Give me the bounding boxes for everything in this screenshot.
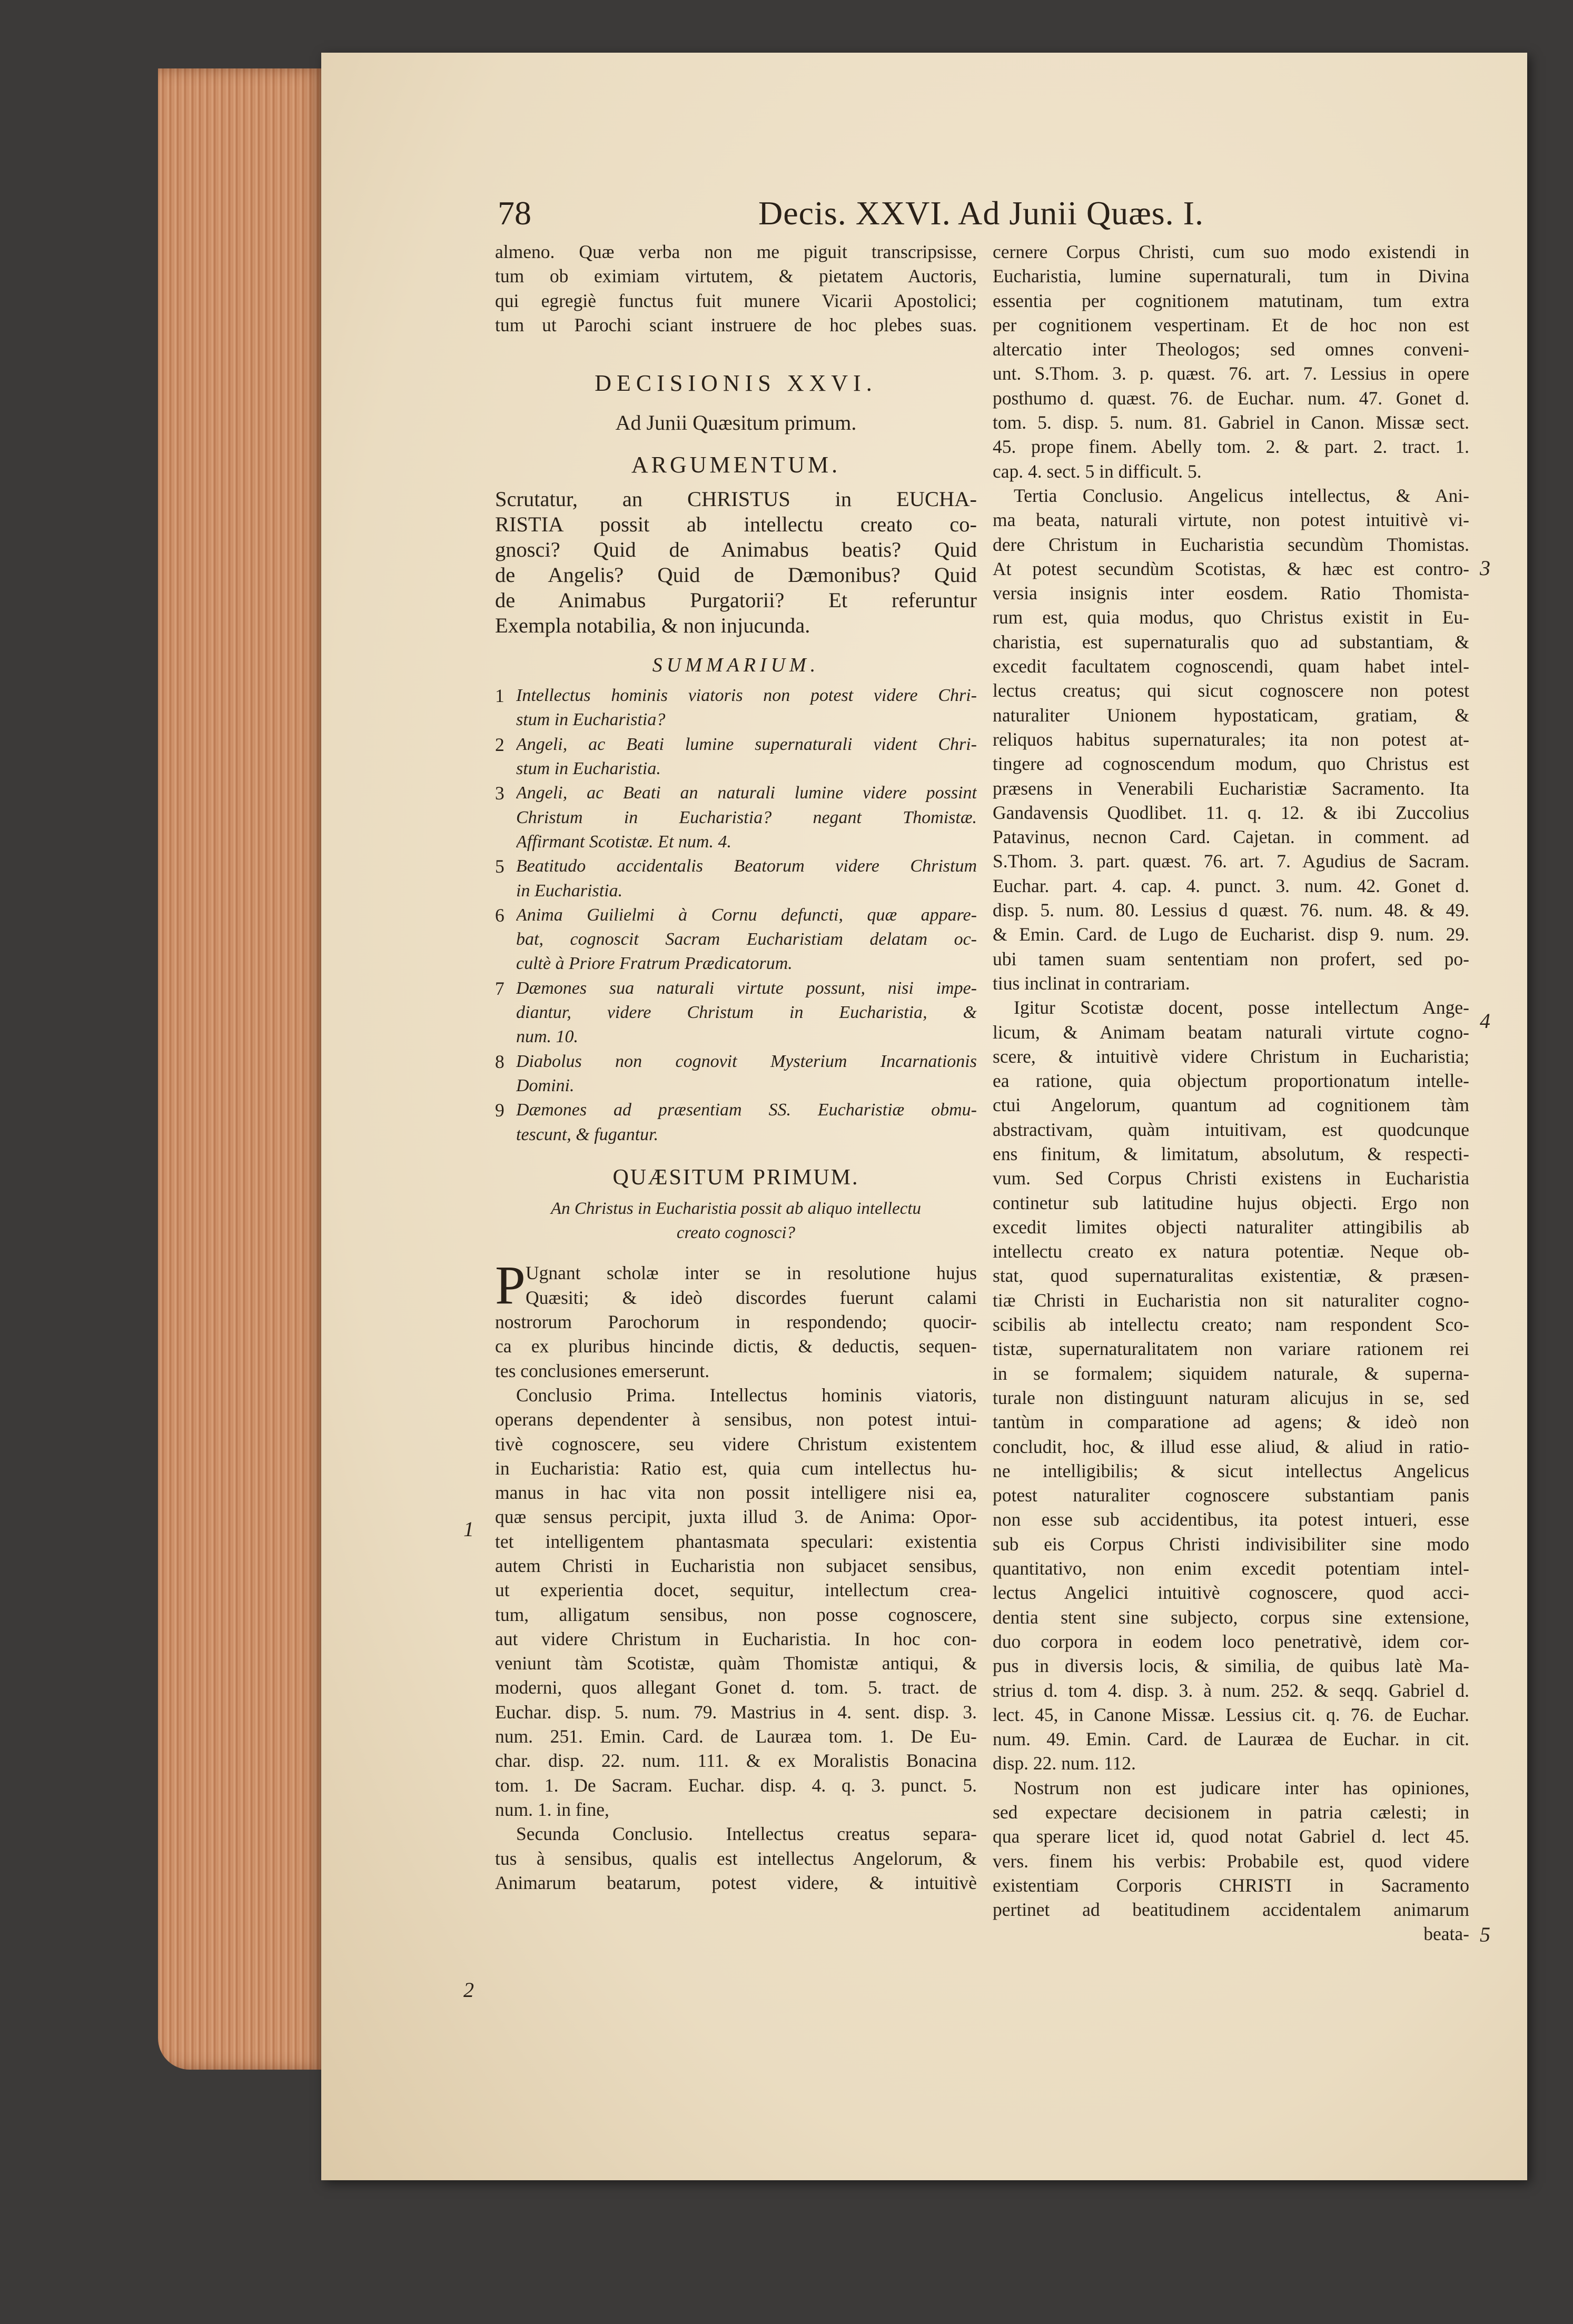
text-line: tes conclusiones emerserunt.	[495, 1360, 710, 1381]
text-line: tet intelligentem phantasmata speculari: existentia	[495, 1530, 977, 1552]
text-line: ubi tamen suam sententiam non profert, sed po-	[993, 948, 1469, 970]
left-column	[495, 240, 977, 1895]
text-line: autem Christi in Eucharistia non subjacet sensibus,	[495, 1555, 977, 1576]
text-line: pus in diversis locis, & similia, de quibus latè Ma-	[993, 1655, 1469, 1677]
text-line: bat, cognoscit Sacram Eucharistiam delatam oc-	[516, 929, 977, 950]
summary-number: 6	[495, 904, 504, 926]
text-line: continetur sub latitudine hujus objecti. Ergo non	[993, 1192, 1469, 1213]
text-line: in Eucharistia: Ratio est, quia cum intellectus hu-	[495, 1457, 977, 1479]
text-line: S.Thom. 3. part. quæst. 76. art. 7. Agudius de Sacram.	[993, 851, 1469, 872]
argument-text	[495, 487, 977, 638]
text-line: disp. 5. num. 80. Lessius d quæst. 76. num. 48. & 49.	[993, 899, 1469, 921]
text-line: quæ sensus percipit, juxta illud 3. de Anima: Opor-	[495, 1506, 977, 1528]
text-line: in Eucharistia.	[516, 881, 623, 901]
text-line: quantitativo, non enim excedit potentiam intel-	[993, 1558, 1469, 1579]
page-header	[498, 190, 1261, 237]
text-line: potest naturaliter cognoscere substantiam panis	[993, 1485, 1469, 1506]
text-line: existentiam Corporis CHRISTI in Sacramento	[993, 1874, 1469, 1896]
text-line: tingere ad cognoscendum modum, quo Christus est	[993, 753, 1469, 775]
text-line: Dæmones ad præsentiam SS. Eucharistiæ obmu-	[516, 1100, 977, 1120]
summary-number: 1	[495, 685, 504, 707]
summary-item	[495, 1050, 977, 1099]
text-line: Igitur Scotistæ docent, posse intellectum Ange-	[1014, 997, 1469, 1018]
summary-heading: SUMMARIUM.	[652, 654, 820, 677]
book-page-edges	[158, 68, 327, 2070]
text-line: ens finitum, & limitatum, absolutum, & respecti-	[993, 1143, 1469, 1164]
text-line: altercatio inter Theologos; sed omnes conveni-	[993, 339, 1469, 360]
text-line: intellectu creato ex natura potentiæ. Neque ob-	[993, 1241, 1469, 1262]
summary-list	[495, 684, 977, 1147]
text-line: disp. 22. num. 112.	[993, 1753, 1136, 1774]
text-line: Quæsiti; & ideò discordes fuerunt calami	[526, 1287, 977, 1308]
text-line: licum, & Animam beatam naturali virtute cogno-	[993, 1021, 1469, 1043]
text-line: diantur, videre Christum in Eucharistia, &	[516, 1003, 977, 1023]
text-line: Angeli, ac Beati lumine supernaturali vident Chri-	[516, 734, 977, 754]
text-line: Domini.	[516, 1075, 575, 1095]
text-line: lectus creatus; qui sicut cognoscere non potest	[993, 680, 1469, 701]
decision-subheading: Ad Junii Quæsitum primum.	[615, 411, 857, 435]
text-line: de Angelis? Quid de Dæmonibus? Quid	[495, 563, 977, 587]
text-line: Affirmant Scotistæ. Et num. 4.	[516, 832, 731, 852]
text-line: num. 49. Emin. Card. de Lauræa de Euchar. in cit.	[993, 1728, 1469, 1750]
text-line: gnosci? Quid de Animabus beatis? Quid	[495, 538, 977, 562]
text-line: de Animabus Purgatorii? Et referuntur	[495, 588, 977, 612]
text-line: stum in Eucharistia?	[516, 710, 666, 730]
text-line: qui egregiè functus fuit munere Vicarii Apostolici;	[495, 290, 977, 311]
text-line: ctui Angelorum, quantum ad cognitionem tàm	[993, 1094, 1469, 1116]
text-line: Tertia Conclusio. Angelicus intellectus, & Ani-	[1014, 484, 1469, 506]
text-line: abstractivam, quàm intuitivam, est quodcunque	[993, 1119, 1469, 1140]
margin-number: 1	[463, 1517, 474, 1541]
text-line: An Christus in Eucharistia possit ab aliquo intellectu	[550, 1199, 922, 1218]
decision-heading: DECISIONIS XXVI.	[595, 370, 877, 397]
summary-item	[495, 733, 977, 782]
intro-paragraph	[495, 240, 977, 337]
summary-number: 7	[495, 977, 504, 999]
text-line: almeno. Quæ verba non me piguit transcripsisse,	[495, 241, 977, 262]
text-line: Gandavensis Quodlibet. 11. q. 12. & ibi Zuccolius	[993, 802, 1469, 823]
text-line: in se formalem; siquidem naturale, & superna-	[993, 1362, 1469, 1384]
text-line: tum, alligatum sensibus, non posse cognoscere,	[495, 1604, 977, 1625]
text-line: nostrorum Parochorum in respondendo; quocir-	[495, 1311, 977, 1333]
text-line: cap. 4. sect. 5 in difficult. 5.	[993, 460, 1202, 482]
text-line: scibilis ab intellectu creato; nam respondent Sco-	[993, 1314, 1469, 1336]
text-line: creato cognosci?	[676, 1223, 796, 1243]
summary-item	[495, 1098, 977, 1147]
text-line: Euchar. part. 4. cap. 4. punct. 3. num. 42. Gonet d.	[993, 875, 1469, 896]
text-line: rum est, quia modus, quo Christus existit in Eu-	[993, 607, 1469, 628]
text-line: charistia, est supernaturalis quo ad substantiam, &	[993, 631, 1469, 652]
text-line: tum ob eximiam virtutem, & pietatem Auctoris,	[495, 265, 977, 287]
margin-number: 3	[1480, 556, 1490, 580]
margin-number: 5	[1480, 1923, 1490, 1946]
text-line: per cognitionem vespertinam. Et de hoc non est	[993, 314, 1469, 335]
summary-number: 5	[495, 856, 504, 877]
margin-number: 4	[1480, 1009, 1490, 1033]
text-line: Nostrum non est judicare inter has opiniones,	[1014, 1777, 1469, 1798]
text-line: excedit facultatem cognoscendi, quam habet intel-	[993, 656, 1469, 677]
text-line: essentia per cognitionem matutinam, tum extra	[993, 290, 1469, 311]
page-number: 78	[498, 194, 531, 232]
text-line: versia insignis inter eosdem. Ratio Thomista-	[993, 582, 1469, 604]
text-line: Conclusio Prima. Intellectus hominis viatoris,	[516, 1384, 977, 1406]
text-line: tus à sensibus, qualis est intellectus Angelorum, &	[495, 1847, 977, 1869]
text-line: vum. Sed Corpus Christi existens in Eucharistia	[993, 1168, 1469, 1189]
text-line: Secunda Conclusio. Intellectus creatus separa-	[516, 1823, 977, 1845]
text-line: tius inclinat in contrariam.	[993, 972, 1190, 994]
summary-item	[495, 684, 977, 733]
text-line: sub eis Corpus Christi indivisibiliter sine modo	[993, 1533, 1469, 1555]
summary-item	[495, 781, 977, 854]
text-line: moderni, quos allegant Gonet d. tom. 5. tract. de	[495, 1677, 977, 1698]
text-line: & Emin. Card. de Lugo de Eucharist. disp 9. num. 29.	[993, 924, 1469, 945]
text-line: Dæmones sua naturali virtute possunt, nisi impe-	[516, 978, 977, 998]
text-line: Patavinus, necnon Card. Cajetan. in comment. ad	[993, 826, 1469, 848]
text-line: non esse sub accidentibus, ita potest intueri, esse	[993, 1509, 1469, 1530]
text-line: tescunt, & fugantur.	[516, 1124, 659, 1144]
text-line: tom. 5. disp. 5. num. 81. Gabriel in Canon. Missæ sect.	[993, 412, 1469, 433]
text-line: tum ut Parochi sciant instruere de hoc plebes suas.	[495, 314, 977, 335]
text-line: tistæ, supernaturalitatem non variare rationem rei	[993, 1338, 1469, 1360]
margin-number: 2	[463, 1978, 474, 2002]
text-line: reliquos habitus supernaturales; ita non potest at-	[993, 728, 1469, 750]
running-title: Decis. XXVI. Ad Junii Quæs. I.	[758, 194, 1204, 232]
text-line: duo corpora in eodem loco penetrativè, idem cor-	[993, 1630, 1469, 1652]
text-line: scere, & intuitivè videre Christum in Eucharistia;	[993, 1045, 1469, 1067]
text-line: ma beata, naturali virtute, non potest intuitivè vi-	[993, 509, 1469, 531]
text-line: Scrutatur, an CHRISTUS in EUCHA-	[495, 487, 977, 511]
text-line: unt. S.Thom. 3. p. quæst. 76. art. 7. Lessius in opere	[993, 363, 1469, 384]
text-line: tiæ Christi in Eucharistia non sit naturaliter cogno-	[993, 1289, 1469, 1311]
text-line: num. 251. Emin. Card. de Lauræa tom. 1. De Eu-	[495, 1726, 977, 1747]
text-line: Exempla notabilia, & non injucunda.	[495, 614, 810, 638]
text-line: excedit limites objecti naturaliter attingibilis ab	[993, 1216, 1469, 1238]
text-line: vers. finem his verbis: Probabile est, quod videre	[993, 1850, 1469, 1872]
text-line: præsens in Venerabili Eucharistiæ Sacramento. Ita	[993, 777, 1469, 799]
text-line: cultè à Priore Fratrum Prædicatorum.	[516, 954, 793, 974]
right-column	[993, 240, 1469, 1946]
text-line: Animarum beatarum, potest videre, & intuitivè	[495, 1872, 977, 1893]
text-line: sed expectare decisionem in patria cælesti; in	[993, 1802, 1469, 1823]
summary-number: 9	[495, 1100, 504, 1121]
text-line: tom. 1. De Sacram. Euchar. disp. 4. q. 3. punct. 5.	[495, 1774, 977, 1796]
text-line: aut videre Christum in Eucharistia. In hoc con-	[495, 1628, 977, 1649]
text-line: dentia stent sine subjecto, corpus sine extensione,	[993, 1606, 1469, 1628]
text-line: ea ratione, quia objectum proportionatum intelle-	[993, 1070, 1469, 1092]
text-line: Beatitudo accidentalis Beatorum videre Christum	[516, 856, 977, 876]
text-line: ne intelligibilis; & sicut intellectus Angelicus	[993, 1460, 1469, 1481]
text-line: posthumo d. quæst. 76. de Euchar. num. 47. Gonet d.	[993, 387, 1469, 409]
text-line: pertinet ad beatitudinem accidentalem animarum	[993, 1899, 1469, 1921]
text-line: ca ex pluribus hincinde dictis, & deductis, sequen-	[495, 1336, 977, 1357]
catchword: beata-	[1423, 1923, 1469, 1945]
text-line: naturaliter Unionem hypostaticam, gratiam, &	[993, 704, 1469, 726]
body-paragraphs	[495, 1383, 977, 1895]
text-line: tivè cognoscere, seu videre Christum existentem	[495, 1433, 977, 1455]
text-line: Euchar. disp. 5. num. 79. Mastrius in 4. sent. disp. 3.	[495, 1701, 977, 1723]
text-line: lect. 45, in Canone Missæ. Lessius cit. q. 76. de Euchar.	[993, 1704, 1469, 1725]
text-line: Christum in Eucharistia? negant Thomistæ.	[516, 807, 977, 827]
question-heading: QUÆSITUM PRIMUM.	[612, 1165, 859, 1190]
text-line: Anima Guilielmi à Cornu defuncti, quæ appare-	[516, 905, 977, 925]
text-line: num. 10.	[516, 1027, 579, 1047]
text-line: lectus Angelici intuitivè cognoscere, quod acci-	[993, 1582, 1469, 1604]
argument-heading: ARGUMENTUM.	[631, 452, 841, 478]
text-line: Eucharistia, lumine supernaturali, tum in Divina	[993, 265, 1469, 287]
text-line: stum in Eucharistia.	[516, 759, 661, 779]
text-line: Ugnant scholæ inter se in resolutione hujus	[526, 1262, 977, 1284]
text-line: ut experientia docet, sequitur, intellectum crea-	[495, 1579, 977, 1601]
text-line: char. disp. 22. num. 111. & ex Moralistis Bonacina	[495, 1750, 977, 1772]
text-line: qua sperare licet id, quod notat Gabriel d. lect 45.	[993, 1826, 1469, 1847]
summary-item	[495, 903, 977, 976]
opening-paragraph	[495, 1255, 977, 1382]
text-line: stat, quod supernaturalitas existentiæ, & præsen-	[993, 1265, 1469, 1287]
drop-cap: P	[495, 1255, 526, 1316]
summary-number: 2	[495, 734, 504, 755]
text-line: operans dependenter à sensibus, non potest intui-	[495, 1409, 977, 1430]
text-line: Angeli, ac Beati an naturali lumine videre possint	[516, 783, 977, 803]
text-line: 45. prope finem. Abelly tom. 2. & part. 2. tract. 1.	[993, 436, 1469, 458]
text-line: dere Christum in Eucharistia secundùm Thomistas.	[993, 533, 1469, 555]
text-line: manus in hac vita non possit intelligere nisi ea,	[495, 1482, 977, 1504]
text-line: veniunt tàm Scotistæ, quàm Thomistæ antiqui, &	[495, 1653, 977, 1674]
summary-item	[495, 976, 977, 1050]
summary-item	[495, 854, 977, 903]
text-line: concludit, hoc, & illud esse aliud, & aliud in ratio-	[993, 1436, 1469, 1457]
text-line: RISTIA possit ab intellectu creato co-	[495, 512, 977, 537]
text-line: At potest secundùm Scotistas, & hæc est contro-	[993, 558, 1469, 579]
text-line: cernere Corpus Christi, cum suo modo existendi in	[993, 241, 1469, 262]
text-line: tantùm in comparatione ad agens; & ideò non	[993, 1411, 1469, 1433]
text-line: strius d. tom 4. disp. 3. à num. 252. & seqq. Gabriel d.	[993, 1679, 1469, 1701]
text-line: Intellectus hominis viatoris non potest videre Chri-	[516, 686, 977, 706]
text-line: num. 1. in fine,	[495, 1798, 609, 1820]
text-line: Diabolus non cognovit Mysterium Incarnationis	[516, 1051, 977, 1071]
question-subheading	[495, 1196, 977, 1245]
summary-number: 8	[495, 1051, 504, 1072]
text-line: turale non distinguunt naturam alicujus in se, sed	[993, 1387, 1469, 1408]
summary-number: 3	[495, 783, 504, 804]
